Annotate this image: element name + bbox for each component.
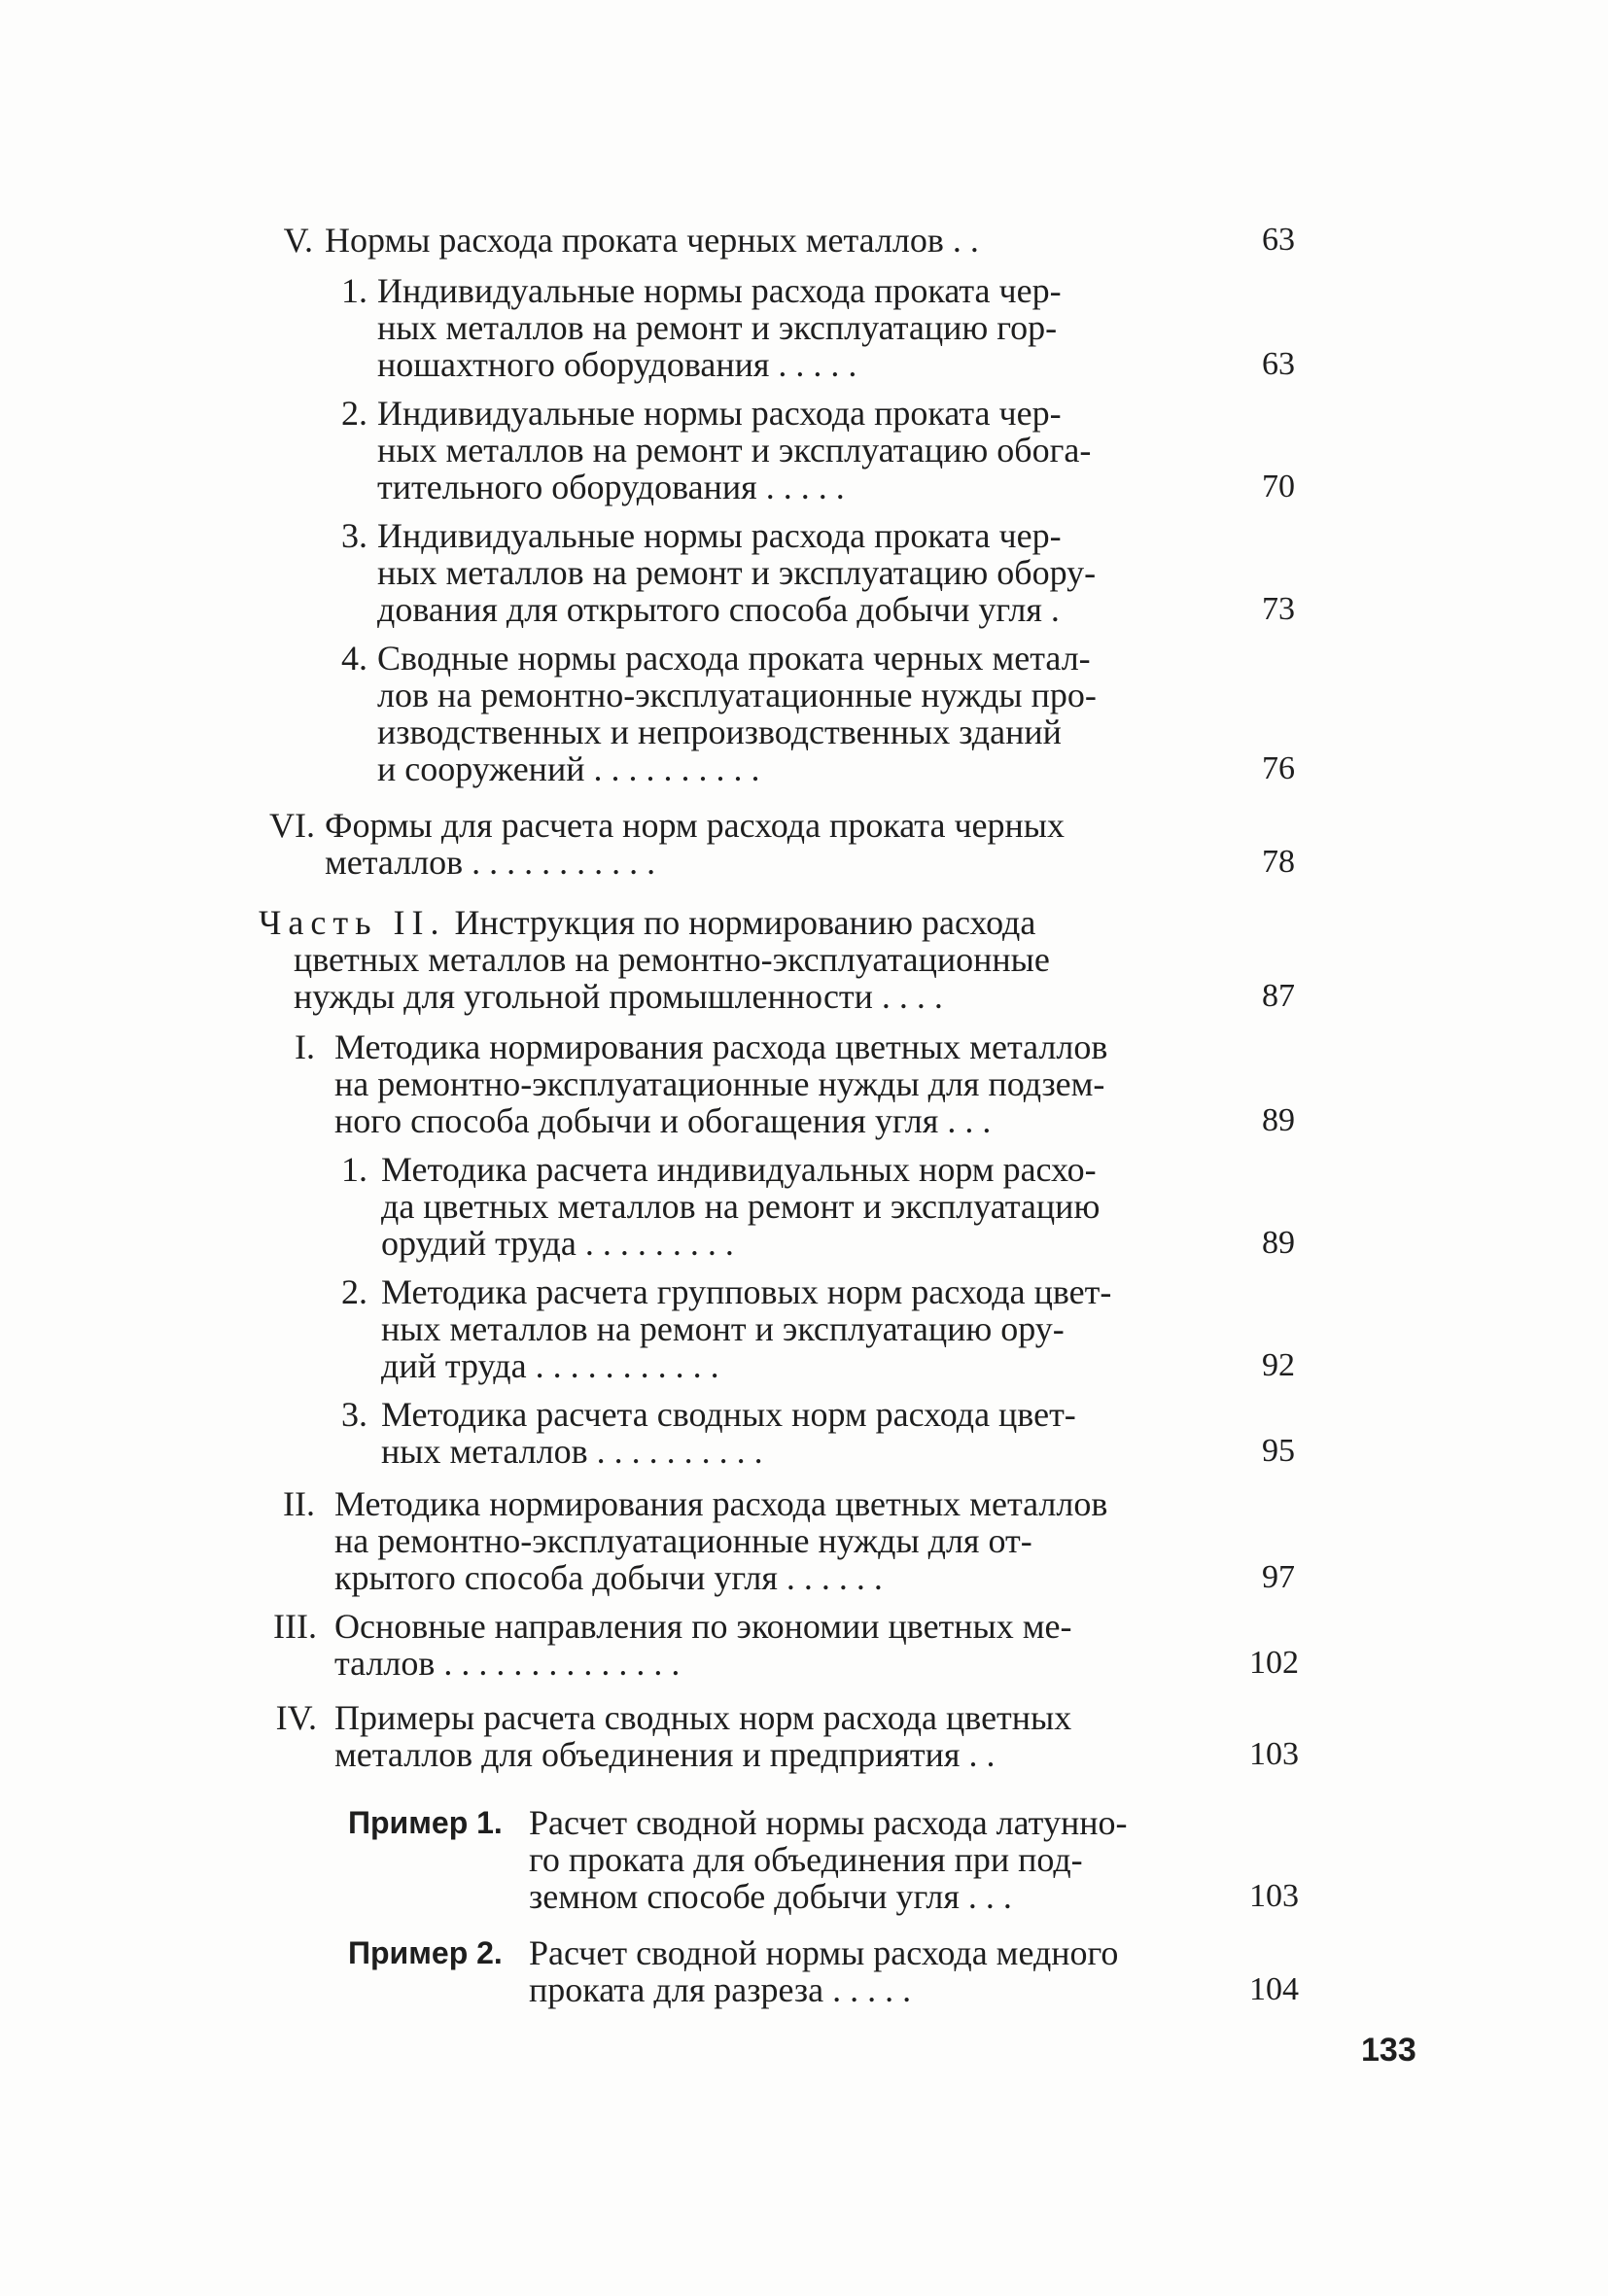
entry-number: III. <box>273 1607 317 1646</box>
entry-page: 103 <box>1249 1736 1299 1772</box>
entry-page: 95 <box>1262 1433 1295 1469</box>
entry-page: 92 <box>1262 1347 1295 1383</box>
toc-entry-item <box>332 395 1295 509</box>
entry-number: 1. <box>341 1150 367 1189</box>
toc-entry-section-vi <box>264 807 1295 885</box>
part-label: Часть II. <box>259 903 446 942</box>
entry-title-line: Методика расчета групповых норм расхода цвет- <box>381 1272 1112 1311</box>
entry-page: 103 <box>1249 1878 1299 1914</box>
entry-title-continued <box>294 941 1196 1015</box>
entry-page: 73 <box>1262 591 1295 627</box>
entry-title-line: го проката для объединения при под- <box>529 1840 1083 1879</box>
toc-entry-item <box>332 272 1295 387</box>
entry-title-line: Методика расчета индивидуальных норм расхо- <box>381 1150 1097 1189</box>
entry-title-line: металлов для объединения и предприятия . . <box>334 1735 996 1774</box>
entry-title-line: дования для открытого способа добычи угля . <box>377 590 1060 629</box>
toc-entry-example-2 <box>348 1934 1299 2012</box>
entry-title <box>334 1485 1213 1596</box>
entry-title <box>325 222 996 259</box>
entry-number: II. <box>283 1484 315 1523</box>
page-number: 133 <box>1361 2032 1416 2069</box>
part-title-start: Инструкция по нормированию расхода <box>454 903 1036 942</box>
entry-title-line: тительного оборудования . . . . . <box>377 468 845 506</box>
entry-title-line: дий труда . . . . . . . . . . . <box>381 1346 719 1385</box>
entry-page: 89 <box>1262 1102 1295 1138</box>
toc-entry-item <box>338 1273 1295 1388</box>
entry-number: 3. <box>341 516 367 555</box>
entry-title-line: Расчет сводной нормы расхода латунно- <box>529 1803 1128 1842</box>
entry-title-line: Методика нормирования расхода цветных металлов <box>334 1484 1108 1523</box>
entry-page: 76 <box>1262 750 1295 786</box>
toc-entry-item <box>332 640 1295 791</box>
entry-title-line: Индивидуальные нормы расхода проката чер- <box>377 271 1062 310</box>
entry-page: 63 <box>1262 346 1295 382</box>
entry-title-line: цветных металлов на ремонтно-эксплуатационные <box>294 940 1050 979</box>
entry-title-line: Методика расчета сводных норм расхода цвет- <box>381 1395 1076 1434</box>
toc-entry-section-iii <box>268 1608 1299 1686</box>
toc-entry-section-v <box>274 222 1295 261</box>
entry-title-line: орудий труда . . . . . . . . . <box>381 1224 734 1263</box>
example-label: Пример 2. <box>348 1935 503 1970</box>
entry-number: 2. <box>341 1272 367 1311</box>
entry-title-line: Расчет сводной нормы расхода медного <box>529 1933 1119 1972</box>
entry-title-line: Индивидуальные нормы расхода проката чер- <box>377 516 1062 555</box>
entry-title <box>377 272 1235 383</box>
entry-number: IV. <box>275 1698 317 1737</box>
entry-page: 63 <box>1262 222 1295 258</box>
entry-title <box>377 640 1235 787</box>
entry-number: 4. <box>341 639 367 678</box>
example-label: Пример 1. <box>348 1805 503 1840</box>
entry-title-line: Нормы расхода проката черных металлов . . <box>325 221 979 260</box>
entry-number: VI. <box>269 806 315 845</box>
entry-number: I. <box>295 1027 315 1066</box>
entry-number: 1. <box>341 271 367 310</box>
toc-entry-section-ii <box>278 1485 1295 1600</box>
entry-title-line: Индивидуальные нормы расхода проката чер- <box>377 394 1062 433</box>
toc-entry-example-1 <box>348 1804 1299 1919</box>
entry-title-line: таллов . . . . . . . . . . . . . . <box>334 1644 681 1683</box>
entry-title-line: ных металлов на ремонт и эксплуатацию обору- <box>377 553 1097 592</box>
entry-number: 3. <box>341 1395 367 1434</box>
entry-title <box>334 1608 1213 1682</box>
entry-title-line: ных металлов на ремонт и эксплуатацию гор- <box>377 308 1058 347</box>
entry-title-line: ных металлов на ремонт и эксплуатацию обога- <box>377 431 1092 470</box>
entry-title-line: на ремонтно-эксплуатационные нужды для подзем- <box>334 1064 1105 1103</box>
entry-title-line: Примеры расчета сводных норм расхода цветных <box>334 1698 1072 1737</box>
entry-page: 87 <box>1262 978 1295 1014</box>
toc-entry-section-i <box>290 1028 1295 1143</box>
entry-title-line: и сооружений . . . . . . . . . . <box>377 749 760 788</box>
entry-title-line: Методика нормирования расхода цветных металлов <box>334 1027 1108 1066</box>
entry-page: 102 <box>1249 1645 1299 1681</box>
toc-entry-item <box>338 1151 1295 1266</box>
entry-title <box>529 1934 1209 2008</box>
entry-title <box>381 1396 1215 1470</box>
entry-page: 70 <box>1262 469 1295 504</box>
entry-title-line: ных металлов на ремонт и эксплуатацию ору- <box>381 1309 1065 1348</box>
entry-title <box>325 807 1227 881</box>
entry-number: 2. <box>341 394 367 433</box>
entry-title-line <box>259 904 1196 941</box>
entry-title-line: да цветных металлов на ремонт и эксплуатацию <box>381 1187 1101 1226</box>
entry-page: 104 <box>1249 1971 1299 2007</box>
entry-title-line: на ремонтно-эксплуатационные нужды для от- <box>334 1521 1032 1560</box>
entry-title <box>334 1028 1213 1139</box>
entry-title-line: ного способа добычи и обогащения угля . . . <box>334 1101 992 1140</box>
toc-entry-item <box>332 517 1295 632</box>
toc-entry-item <box>338 1396 1295 1474</box>
entry-title <box>334 1699 1213 1773</box>
entry-title-line: земном способе добычи угля . . . <box>529 1877 1012 1916</box>
entry-number: V. <box>283 221 313 260</box>
entry-page: 89 <box>1262 1225 1295 1261</box>
entry-title-line: проката для разреза . . . . . <box>529 1970 912 2009</box>
entry-title-line: металлов . . . . . . . . . . . <box>325 843 656 882</box>
toc-entry-part-ii <box>259 904 1295 1019</box>
entry-title-line: лов на ремонтно-эксплуатационные нужды про- <box>377 676 1097 714</box>
entry-title-line: крытого способа добычи угля . . . . . . <box>334 1558 883 1597</box>
entry-title <box>377 517 1235 628</box>
entry-title <box>259 904 1196 941</box>
entry-title-line: изводственных и непроизводственных зданий <box>377 713 1062 751</box>
entry-title-line: ных металлов . . . . . . . . . . <box>381 1432 763 1471</box>
entry-title <box>381 1273 1215 1384</box>
toc-entry-section-iv <box>268 1699 1299 1777</box>
entry-page: 97 <box>1262 1559 1295 1595</box>
entry-page: 78 <box>1262 844 1295 880</box>
entry-title <box>381 1151 1215 1262</box>
entry-title-line: ношахтного оборудования . . . . . <box>377 345 857 384</box>
entry-title <box>529 1804 1209 1915</box>
entry-title-line: Сводные нормы расхода проката черных метал- <box>377 639 1091 678</box>
entry-title-line: Основные направления по экономии цветных ме- <box>334 1607 1072 1646</box>
entry-title-line: Формы для расчета норм расхода проката черных <box>325 806 1065 845</box>
entry-title <box>377 395 1235 505</box>
entry-title-line: нужды для угольной промышленности . . . . <box>294 977 943 1016</box>
